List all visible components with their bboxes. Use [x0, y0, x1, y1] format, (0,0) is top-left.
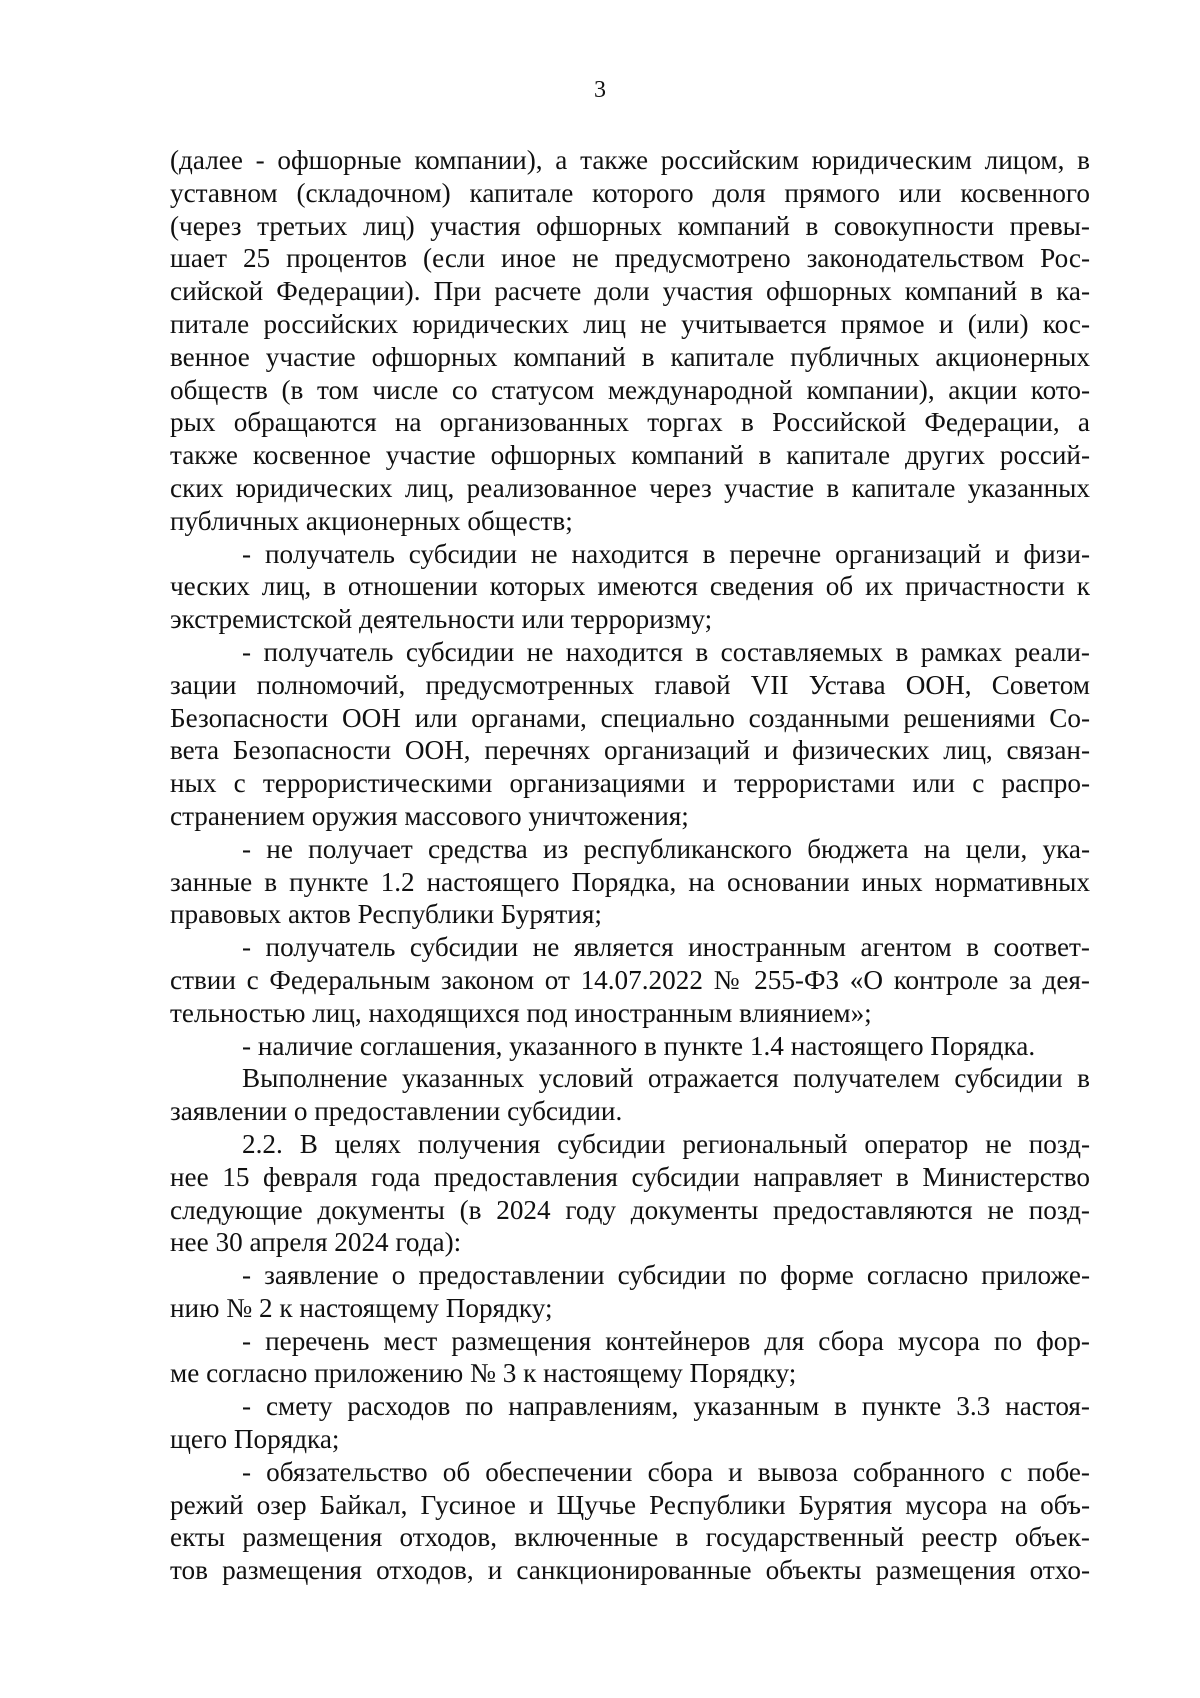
body-text: [170, 144, 1090, 1587]
text-line: ских юридических лиц, реализованное через участие в капитале указанных: [170, 472, 1090, 503]
text-line: - обязательство об обеспечении сбора и вывоза собранного с побе-: [242, 1456, 1090, 1487]
text-line: нию № 2 к настоящему Порядку;: [170, 1292, 553, 1323]
text-line: Выполнение указанных условий отражается получателем субсидии в: [242, 1063, 1090, 1094]
text-line: обществ (в том числе со статусом международной компании), акции кото-: [170, 374, 1090, 405]
text-line: сийской Федерации). При расчете доли участия офшорных компаний в ка-: [170, 276, 1090, 307]
text-line: следующие документы (в 2024 году документы предоставляются не позд-: [170, 1194, 1090, 1225]
text-line: нее 30 апреля 2024 года):: [170, 1227, 462, 1258]
text-line: ных с террористическими организациями и террористами или с распро-: [170, 768, 1090, 799]
text-line: ме согласно приложению № 3 к настоящему Порядку;: [170, 1358, 797, 1389]
text-line: зации полномочий, предусмотренных главой VII Устава ООН, Советом: [170, 669, 1090, 700]
page-number: 3: [594, 77, 606, 103]
text-line: щего Порядка;: [170, 1424, 340, 1455]
text-line: нее 15 февраля года предоставления субсидии направляет в Министерство: [170, 1161, 1090, 1192]
text-line: ческих лиц, в отношении которых имеются сведения об их причастности к: [170, 571, 1090, 602]
text-line: Безопасности ООН или органами, специально созданными решениями Со-: [170, 702, 1090, 733]
text-line: 2.2. В целях получения субсидии региональный оператор не позд-: [242, 1128, 1090, 1159]
text-line: вета Безопасности ООН, перечнях организаций и физических лиц, связан-: [170, 735, 1090, 766]
text-line: питале российских юридических лиц не учитывается прямое и (или) кос-: [170, 308, 1090, 339]
text-line: - перечень мест размещения контейнеров для сбора мусора по фор-: [242, 1325, 1090, 1356]
text-line: - не получает средства из республиканского бюджета на цели, ука-: [242, 833, 1090, 864]
text-line: - получатель субсидии не находится в составляемых в рамках реали-: [242, 636, 1090, 667]
text-line: публичных акционерных обществ;: [170, 505, 573, 536]
text-line: - наличие соглашения, указанного в пункте 1.4 настоящего Порядка.: [242, 1030, 1036, 1061]
text-line: - заявление о предоставлении субсидии по форме согласно приложе-: [242, 1260, 1090, 1291]
text-line: (далее - офшорные компании), а также российским юридическим лицом, в: [170, 145, 1090, 175]
text-line: правовых актов Республики Бурятия;: [170, 899, 602, 930]
text-line: - получатель субсидии не находится в перечне организаций и физи-: [242, 538, 1090, 569]
text-line: венное участие офшорных компаний в капитале публичных акционерных: [170, 341, 1090, 372]
text-line: - смету расходов по направлениям, указанным в пункте 3.3 настоя-: [242, 1391, 1090, 1422]
text-line: также косвенное участие офшорных компаний в капитале других россий-: [170, 440, 1090, 471]
text-line: шает 25 процентов (если иное не предусмотрено законодательством Рос-: [170, 243, 1090, 274]
text-line: заявлении о предоставлении субсидии.: [170, 1096, 623, 1127]
text-line: тельностью лиц, находящихся под иностранным влиянием»;: [170, 997, 872, 1028]
text-line: тов размещения отходов, и санкционированные объекты размещения отхо-: [170, 1555, 1090, 1586]
text-line: странением оружия массового уничтожения;: [170, 800, 689, 831]
text-line: - получатель субсидии не является иностранным агентом в соответ-: [242, 932, 1090, 963]
text-line: экстремистской деятельности или терроризму;: [170, 604, 713, 635]
text-line: ствии с Федеральным законом от 14.07.2022 № 255-ФЗ «О контроле за дея-: [170, 964, 1090, 995]
text-line: уставном (складочном) капитале которого доля прямого или косвенного: [170, 177, 1090, 208]
text-line: занные в пункте 1.2 настоящего Порядка, на основании иных нормативных: [170, 866, 1090, 897]
text-line: режий озер Байкал, Гусиное и Щучье Республики Бурятия мусора на объ-: [170, 1489, 1090, 1520]
text-line: рых обращаются на организованных торгах в Российской Федерации, а: [170, 407, 1090, 438]
text-line: (через третьих лиц) участия офшорных компаний в совокупности превы-: [170, 210, 1090, 241]
text-line: екты размещения отходов, включенные в государственный реестр объек-: [170, 1522, 1090, 1553]
